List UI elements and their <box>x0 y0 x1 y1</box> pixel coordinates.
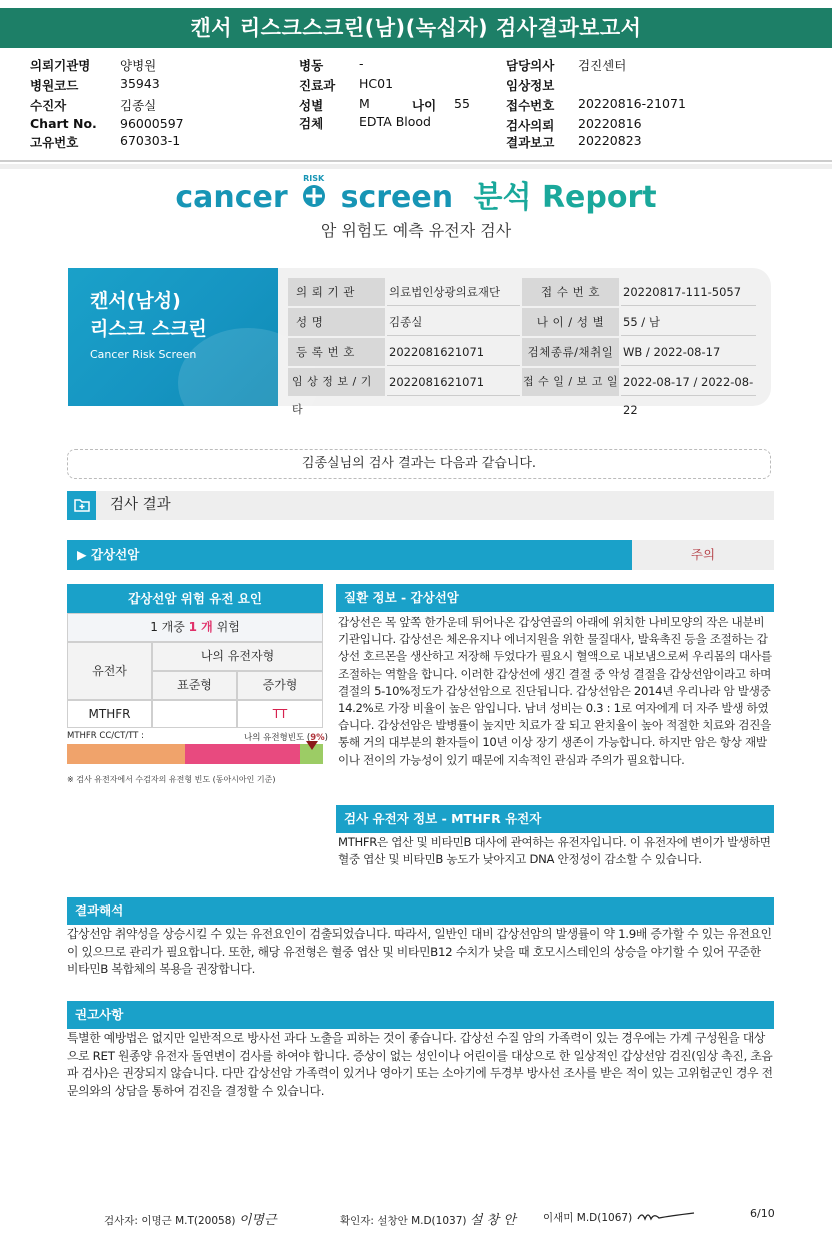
card-field-label: 의 뢰 기 관 <box>288 278 385 306</box>
risk-summary <box>67 613 323 642</box>
card-title-panel <box>68 268 278 406</box>
card-field-label: 등 록 번 호 <box>288 338 385 366</box>
header-key: 접수번호 <box>506 98 555 113</box>
card-field-value: 20220817-111-5057 <box>621 278 756 306</box>
header-value: EDTA Blood <box>359 114 431 129</box>
header-value: 검진센터 <box>578 58 627 73</box>
gene-info-header: 검사 유전자 정보 - MTHFR 유전자 <box>336 805 774 833</box>
folder-plus-icon <box>67 491 96 520</box>
frequency-prefix: 나의 유전형빈도 ( <box>244 733 311 743</box>
header-key: Chart No. <box>30 116 97 131</box>
header-value: 20220816 <box>578 116 642 131</box>
examiner-name: 이명근 M.T(20058) <box>141 1215 236 1227</box>
confirmer-name: 설창안 M.D(1037) <box>377 1215 467 1227</box>
section-title: 검사 결과 <box>110 497 171 513</box>
header-value: 96000597 <box>120 116 184 131</box>
frequency-value: 9% <box>310 733 325 743</box>
gene-column-header: 유전자 <box>67 642 152 700</box>
increased-column-header: 증가형 <box>237 671 323 700</box>
interpretation-text: 갑상선암 취약성을 상승시킬 수 있는 유전요인이 검출되었습니다. 따라서, 일반인 대비 갑상선암의 발생률이 약 1.9배 증가할 수 있는 유전요인이 있으므로 관리가 필요합니다. 또한, 해당 유전형은 혈중 엽산 및 비타민B12 수치가 낮을 때 호모시스테인의 상승을 야기할 수 있어 꾸준한 비타민B 복합체의 복용을 권장합니다. <box>67 927 772 976</box>
header-divider-shadow <box>0 164 832 169</box>
header-value: 35943 <box>120 76 160 91</box>
header-key: 검사의뢰 <box>506 118 555 133</box>
card-field-value: 의료법인상광의료재단 <box>387 278 520 306</box>
header-key: 임상정보 <box>506 78 555 93</box>
risk-table-header: 갑상선암 위험 유전 요인 <box>67 584 323 613</box>
logo-risk-badge <box>300 174 328 210</box>
genotype-legend-label: MTHFR CC/CT/TT : <box>67 731 144 741</box>
header-key-age: 나이 <box>412 98 437 113</box>
header-key: 성별 <box>299 98 324 113</box>
header-value: HC01 <box>359 76 394 91</box>
card-field-value: 55 / 남 <box>621 308 756 336</box>
increased-genotype-cell: TT <box>237 700 323 728</box>
card-field-label: 성 명 <box>288 308 385 336</box>
header-value-age: 55 <box>454 96 470 111</box>
interpretation-header: 결과해석 <box>67 897 774 925</box>
card-field-value: 2022081621071 <box>387 338 520 366</box>
frequency-segment-cc <box>67 744 185 764</box>
doctor2-signature-scribble <box>636 1209 696 1223</box>
header-key: 병원코드 <box>30 78 79 93</box>
card-field-label: 임 상 정 보 / 기 타 <box>288 368 385 396</box>
card-field-label: 접 수 일 / 보 고 일 <box>522 368 619 396</box>
card-field-value: WB / 2022-08-17 <box>621 338 756 366</box>
card-field-value: 2022-08-17 / 2022-08-22 <box>621 368 756 396</box>
header-key: 진료과 <box>299 78 336 93</box>
card-field-value: 2022081621071 <box>387 368 520 396</box>
card-title-line2: 리스크 스크린 <box>90 318 207 340</box>
target-icon <box>300 182 328 210</box>
report-title-banner: 캔서 리스크스크린(남)(녹십자) 검사결과보고서 <box>0 8 832 48</box>
header-value: 20220823 <box>578 133 642 148</box>
logo-report: 분석 Report <box>473 180 657 215</box>
header-value: 양병원 <box>120 58 157 73</box>
logo-risk-text: RISK <box>303 174 325 183</box>
table-footnote: ※ 검사 유전자에서 수검자의 유전형 빈도 (동아시아인 기준) <box>67 775 276 784</box>
examiner-label: 검사자: <box>104 1215 138 1227</box>
frequency-segment-ct <box>185 744 300 764</box>
summary-count: 1 개 <box>188 620 213 634</box>
header-key: 고유번호 <box>30 135 79 150</box>
patient-info-card <box>68 268 771 417</box>
header-value: 670303-1 <box>120 133 181 148</box>
report-subtitle: 암 위험도 예측 유전자 검사 <box>320 221 512 240</box>
disease-info-header: 질환 정보 - 갑상선암 <box>336 584 774 612</box>
summary-prefix: 1 개중 <box>150 620 189 634</box>
summary-suffix: 위험 <box>212 620 240 634</box>
frequency-suffix: ) <box>324 733 328 743</box>
recommendation-header: 권고사항 <box>67 1001 774 1029</box>
gene-name-cell: MTHFR <box>67 700 152 728</box>
header-value: M <box>359 96 370 111</box>
card-field-label: 나 이 / 성 별 <box>522 308 619 336</box>
my-genotype-marker-icon <box>306 741 318 750</box>
standard-genotype-cell <box>152 700 237 728</box>
gene-info-text: MTHFR은 엽산 및 비타민B 대사에 관여하는 유전자입니다. 이 유전자에 변이가 발생하면 혈중 엽산 및 비타민B 농도가 낮아지고 DNA 안정성이 감소할 수 있습니다. <box>338 835 771 867</box>
result-intro: 김종실님의 검사 결과는 다음과 같습니다. <box>67 449 771 479</box>
cancer-screen-logo <box>0 172 832 216</box>
examiner-signature <box>104 1209 277 1228</box>
page-number: 6/10 <box>750 1207 775 1220</box>
confirmer-signature <box>340 1209 516 1228</box>
section-header-bar <box>67 491 774 520</box>
card-title-line1: 캔서(남성) <box>90 290 181 312</box>
header-key: 담당의사 <box>506 58 555 73</box>
card-field-label: 접 수 번 호 <box>522 278 619 306</box>
header-key: 의뢰기관명 <box>30 58 91 73</box>
header-key: 수진자 <box>30 98 67 113</box>
examiner-sign: 이명근 <box>238 1213 277 1228</box>
card-field-label: 검체종류/채취일 <box>522 338 619 366</box>
confirmer-sign: 설 창 안 <box>469 1213 516 1228</box>
header-value: 20220816-21071 <box>578 96 686 111</box>
standard-column-header: 표준형 <box>152 671 237 700</box>
header-value: - <box>359 56 364 71</box>
header-value: 김종실 <box>120 98 157 113</box>
confirmer-label: 확인자: <box>340 1215 374 1227</box>
card-title-en: Cancer Risk Screen <box>90 348 197 361</box>
disease-info-text: 갑상선은 목 앞쪽 한가운데 튀어나온 갑상연골의 아래에 위치한 나비모양의 작은 내분비기관입니다. 갑상선은 체온유지나 에너지원을 위한 물질대사, 발육촉진 등을 조절하는 갑상선 호르몬을 생산하고 저장해 두었다가 필요시 혈액으로 내보냄으로써 우리몸의 대사를 조절하는 역할을 합니다. 이러한 갑상선에 생긴 결절 중 악성 결절을 갑상선암이라고 하며 결절의 5-10%정도가 갑상선암으로 진단됩니다. 갑상선암은 2014년 우리나라 암 발생중 14.2%로 가장 비율이 높은 암입니다. 남녀 성비는 0.3 : 1로 여자에게 더 자주 발생 하였습니다. 갑상선암은 발병률이 높지만 치료가 잘 되고 완치율이 높아 적절한 치료와 검진을 통해 거의 대부분의 환자들이 10년 이상 장기 생존이 가능합니다. 하지만 암은 항상 재발이나 전이의 가능성이 있기 때문에 지속적인 관심과 주의가 필요합니다. <box>338 615 772 767</box>
logo-screen: screen <box>340 180 454 215</box>
cancer-type-bar: ▶ 갑상선암 <box>67 540 632 570</box>
recommendation-text: 특별한 예방법은 없지만 일반적으로 방사선 과다 노출을 피하는 것이 좋습니다. 갑상선 수질 암의 가족력이 있는 경우에는 가계 구성원을 대상으로 RET 원종양 유전자 돌연변이 검사를 하여야 합니다. 증상이 없는 성인이나 어린이를 대상으로 한 일상적인 갑상선암 검진(임상 촉진, 초음파 검사)은 권장되지 않습니다. 다만 갑상선암 가족력이 있거나 영아기 또는 소아기에 두경부 방사선 조사를 받은 적이 있는 고위험군인 경우 전문의와의 상담을 통하여 검진을 결정할 수 있습니다. <box>67 1031 773 1098</box>
risk-status-badge: 주의 <box>632 540 774 570</box>
header-key: 결과보고 <box>506 135 555 150</box>
doctor2-signature <box>543 1209 696 1225</box>
header-key: 병동 <box>299 58 324 73</box>
header-key: 검체 <box>299 116 324 131</box>
genotype-column-header: 나의 유전자형 <box>152 642 323 671</box>
card-field-value: 김종실 <box>387 308 520 336</box>
doctor2-name: 이새미 M.D(1067) <box>543 1212 633 1224</box>
header-divider <box>0 160 832 162</box>
logo-cancer: cancer <box>175 180 288 215</box>
